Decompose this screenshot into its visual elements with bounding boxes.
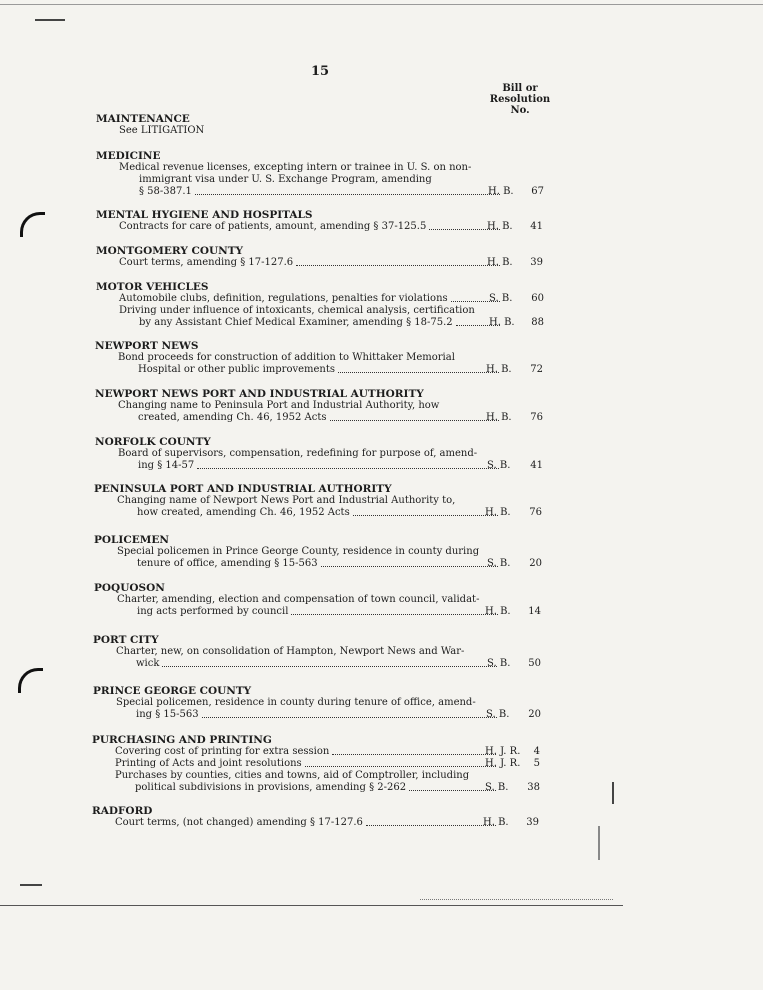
scan-speck [35,19,65,21]
entry-heading: MAINTENANCE [96,113,190,125]
scan-top-edge [0,4,763,5]
entry-item [96,293,544,305]
bill-type: H. J. R. [485,758,521,769]
bill-number: 72 [530,364,543,375]
bill-type: S. B. [487,558,511,569]
item-text: Charter, amending, election and compensation of town council, validat- [117,594,480,605]
dot-leader [291,606,498,615]
entry-item [93,646,541,670]
entry-heading: POLICEMEN [94,534,169,546]
index-entry [95,388,555,424]
bill-number: 60 [531,293,544,304]
dot-leader [305,758,496,767]
item-text: Changing name of Newport News Port and Industrial Authority to, [117,495,456,506]
bill-type: H. B. [485,507,511,518]
item-text: wick [116,658,499,670]
entry-heading: MENTAL HYGIENE AND HOSPITALS [96,209,313,221]
scan-bottom-edge [0,905,623,906]
entry-item [92,817,539,829]
bill-type: S. B. [489,293,513,304]
bill-type: H. J. R. [485,746,521,757]
bill-number: 39 [526,817,539,828]
bill-type: H. B. [486,364,512,375]
binder-hole-mark [20,212,45,237]
bill-number: 76 [529,507,542,518]
bill-number: 50 [528,658,541,669]
entry-heading: PENINSULA PORT AND INDUSTRIAL AUTHORITY [94,483,392,495]
entry-item [95,352,543,376]
bill-type: S. B. [485,782,509,793]
entry-item [95,400,543,424]
bill-number: 88 [531,317,544,328]
entry-item [94,594,541,618]
bill-type: S. B. [487,460,511,471]
entry-heading: PURCHASING AND PRINTING [92,734,272,746]
item-text: created, amending Ch. 46, 1952 Acts [118,412,501,424]
see-reference: See LITIGATION [119,125,205,136]
bill-number: 4 [533,746,540,757]
scan-speck [612,782,614,804]
item-text: political subdivisions in provisions, amending § 2-262 [115,782,498,794]
entry-item [94,546,542,570]
column-header [482,83,558,116]
item-text: how created, amending Ch. 46, 1952 Acts [117,507,500,519]
entry-item [92,758,540,770]
binder-hole-mark [18,668,43,693]
index-entry [93,685,553,721]
item-text: Charter, new, on consolidation of Hampton, Newport News and War- [116,646,465,657]
bill-number: 76 [530,412,543,423]
dot-leader [321,558,498,567]
dot-leader [330,412,499,421]
bill-number: 5 [533,758,540,769]
index-entry [95,340,555,376]
bill-type: S. B. [487,658,511,669]
dot-leader [409,782,496,791]
dot-leader [197,460,499,469]
item-text: Court terms, (not changed) amending § 17-127.6 [115,817,498,829]
bill-type: H. B. [487,221,513,232]
index-entry [96,281,556,329]
bill-type: H. B. [485,606,511,617]
item-text: Printing of Acts and joint resolutions [115,758,498,770]
dot-leader [202,709,497,718]
bill-type: H. B. [483,817,509,828]
item-text: Driving under influence of intoxicants, chemical analysis, certification [119,305,475,316]
bill-number: 38 [527,782,540,793]
dot-leader [353,507,498,516]
item-text: Purchases by counties, cities and towns, aid of Comptroller, including [115,770,470,781]
scan-speck [20,884,42,886]
bill-number: 67 [531,186,544,197]
item-text: Changing name to Peninsula Port and Industrial Authority, how [118,400,440,411]
index-entry [94,483,554,519]
entry-item [96,305,544,329]
item-text: Bond proceeds for construction of addition to Whittaker Memorial [118,352,455,363]
entry-heading: NORFOLK COUNTY [95,436,211,448]
index-entry [95,436,555,472]
entry-heading: MEDICINE [96,150,161,162]
scan-bottom-dots [420,899,613,900]
entry-item [92,746,540,758]
entry-item [96,162,544,198]
item-text: Special policemen in Prince George County, residence in county during [117,546,480,557]
index-entry [96,209,556,233]
dot-leader [195,186,500,195]
bill-number: 41 [530,221,543,232]
item-text: § 58-387.1 [119,186,502,198]
entry-item [93,697,541,721]
bill-type: H. B. [488,186,514,197]
item-text: ing § 15-563 [116,709,499,721]
bill-number: 20 [529,558,542,569]
index-entry [96,245,556,269]
dot-leader [296,257,500,266]
item-text: Hospital or other public improvements [118,364,501,376]
entry-item [94,495,542,519]
item-text: Covering cost of printing for extra session [115,746,498,758]
item-text: Special policemen, residence in county during tenure of office, amend- [116,697,476,708]
item-text: Automobile clubs, definition, regulations, penalties for violations [119,293,502,305]
page-number: 15 [310,64,330,79]
index-entry [93,634,553,670]
item-text: Court terms, amending § 17-127.6 [119,257,502,269]
entry-item [95,448,543,472]
item-text: ing acts performed by council [117,606,500,618]
entry-heading: POQUOSON [94,582,165,594]
index-entry [94,534,554,570]
column-header-line: No. [510,105,530,116]
entry-heading: MONTGOMERY COUNTY [96,245,244,257]
dot-leader [366,817,496,826]
item-text: tenure of office, amending § 15-563 [117,558,500,570]
column-header-line: Resolution [489,94,551,105]
index-entry [94,582,554,618]
dot-leader [332,746,496,755]
entry-item [92,770,540,794]
scan-speck [598,826,600,860]
entry-item [96,221,543,233]
entry-heading: MOTOR VEHICLES [96,281,209,293]
bill-type: H. B. [486,412,512,423]
entry-heading: NEWPORT NEWS PORT AND INDUSTRIAL AUTHORITY [95,388,424,400]
entry-heading: NEWPORT NEWS [95,340,199,352]
dot-leader [338,364,499,373]
bill-type: S. B. [486,709,510,720]
bill-number: 41 [530,460,543,471]
item-text: Contracts for care of patients, amount, amending § 37-125.5 [119,221,502,233]
index-entry [92,805,552,829]
entry-heading: RADFORD [92,805,153,817]
bill-number: 20 [528,709,541,720]
item-text: immigrant visa under U. S. Exchange Program, amending [139,174,432,185]
entry-heading: PORT CITY [93,634,159,646]
column-header-line: Bill or [502,83,538,94]
item-text: ing § 14-57 [118,460,501,472]
index-entry [96,113,556,137]
bill-type: H. B. [489,317,515,328]
item-text: by any Assistant Chief Medical Examiner, amending § 18-75.2 [119,317,502,329]
index-entry [96,150,556,198]
bill-number: 39 [530,257,543,268]
bill-type: H. B. [487,257,513,268]
item-text: Medical revenue licenses, excepting intern or trainee in U. S. on non- [119,162,472,173]
bill-number: 14 [528,606,541,617]
index-entry [92,734,552,794]
item-text: Board of supervisors, compensation, redefining for purpose of, amend- [118,448,478,459]
dot-leader [162,658,497,667]
entry-heading: PRINCE GEORGE COUNTY [93,685,252,697]
entry-item [96,257,543,269]
